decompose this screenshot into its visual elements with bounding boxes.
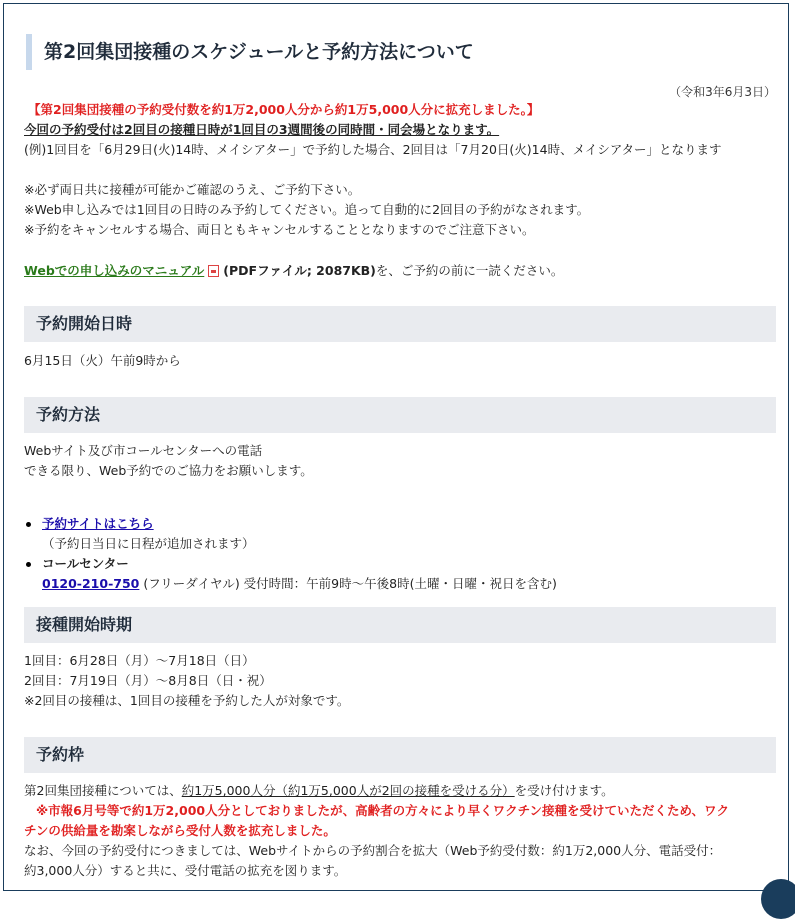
period-line-2: 2回目：7月19日（月）～8月8日（日・祝） <box>24 673 272 688</box>
site-note: （予約日当日に日程が追加されます） <box>42 536 255 551</box>
method-line-2: できる限り、Web予約でのご協力をお願いします。 <box>24 463 313 478</box>
note-2: ※Web申し込みでは1回目の日時のみ予約してください。追って自動的に2回目の予約がなされます。 <box>24 202 590 217</box>
quota-amount: 約1万5,000人分（約1万5,000人が2回の接種を受ける分） <box>181 783 515 798</box>
phone-link[interactable]: 0120-210-750 <box>42 576 140 591</box>
note-3: ※予約をキャンセルする場合、両日ともキャンセルすることとなりますのでご注意下さい。 <box>24 222 535 237</box>
page-title: 第2回集団接種のスケジュールと予約方法について <box>26 34 474 70</box>
section-heading-quota: 予約枠 <box>24 737 776 773</box>
manual-line <box>24 261 563 281</box>
pdf-icon <box>208 265 219 277</box>
method-line-1: Webサイト及び市コールセンターへの電話 <box>24 443 263 458</box>
back-to-top-button[interactable] <box>761 879 795 919</box>
quota-red-note-1: ※市報6月号等で約1万2,000人分としておりましたが、高齢者の方々により早くワクチン接種を受けていただくため、ワク <box>36 803 729 818</box>
second-dose-notice: 今回の予約受付は2回目の接種日時が1回目の3週間後の同時間・同会場となります。 <box>24 122 500 137</box>
bullet-icon <box>26 562 31 567</box>
start-datetime: 6月15日（火）午前9時から <box>24 353 181 368</box>
section-heading-method: 予約方法 <box>24 397 776 433</box>
example-text: (例)1回目を「6月29日(火)14時、メイシアター」で予約した場合、2回目は「7月20日(火)14時、メイシアター」となります <box>24 142 722 157</box>
period-line-1: 1回目：6月28日（月）～7月18日（日） <box>24 653 255 668</box>
section-heading-period: 接種開始時期 <box>24 607 776 643</box>
period-note: ※2回目の接種は、1回目の接種を予約した人が対象です。 <box>24 693 350 708</box>
manual-pdf-link[interactable]: Webでの申し込みのマニュアル <box>24 263 205 278</box>
bullet-icon <box>26 522 31 527</box>
note-1: ※必ず両日共に接種が可能かご確認のうえ、ご予約下さい。 <box>24 182 361 197</box>
quota-paragraph-2-line-1: なお、今回の予約受付につきましては、Webサイトからの予約割合を拡大（Web予約受付数：約1万2,000人分、電話受付： <box>24 843 722 858</box>
manual-file-info: (PDFファイル; 2087KB) <box>223 263 376 278</box>
quota-paragraph-1 <box>24 781 614 801</box>
quota-prefix: 第2回集団接種については、 <box>24 783 182 798</box>
section-heading-start: 予約開始日時 <box>24 306 776 342</box>
quota-suffix: を受け付けます。 <box>514 783 614 798</box>
call-center-label: コールセンター <box>42 556 129 571</box>
phone-note: (フリーダイヤル) 受付時間：午前9時～午後8時(土曜・日曜・祝日を含む) <box>139 576 557 591</box>
quota-paragraph-2-line-2: 約3,000人分）すると共に、受付電話の拡充を図ります。 <box>24 863 347 878</box>
publish-date: （令和3年6月3日） <box>669 85 776 99</box>
reservation-site-link[interactable]: 予約サイトはこちら <box>42 516 154 531</box>
quota-red-note-2: チンの供給量を勘案しながら受付人数を拡充しました。 <box>24 823 336 838</box>
manual-suffix: を、ご予約の前に一読ください。 <box>375 263 564 278</box>
list-item-call-center <box>24 554 557 594</box>
list-item-site <box>24 514 557 554</box>
page-frame <box>3 3 789 891</box>
method-list <box>24 514 557 594</box>
expansion-notice: 【第2回集団接種の予約受付数を約1万2,000人分から約1万5,000人分に拡充しました。】 <box>28 102 540 117</box>
